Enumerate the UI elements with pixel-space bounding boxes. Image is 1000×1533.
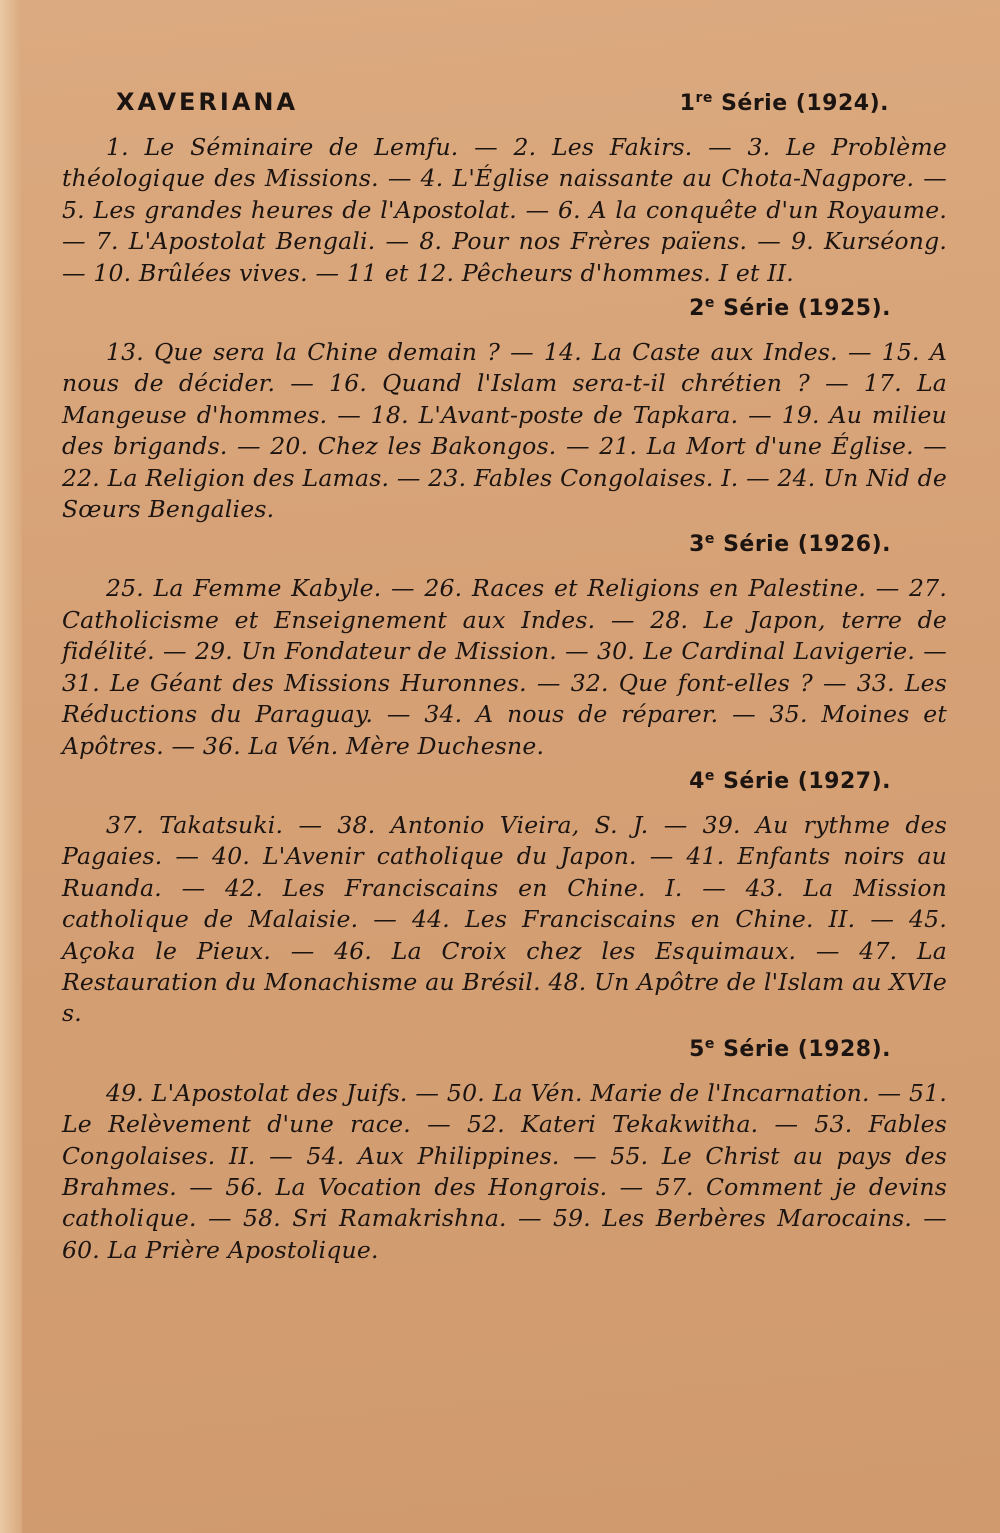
series-3-label: Série (1926). bbox=[723, 532, 891, 558]
series-5-heading bbox=[62, 1036, 947, 1078]
series-1-number: 1 bbox=[679, 91, 696, 116]
series-4-number: 4 bbox=[689, 768, 705, 794]
series-5-suffix: e bbox=[704, 1035, 715, 1052]
catalog-header bbox=[116, 88, 889, 128]
series-4-titles: 37. Takatsuki. — 38. Antonio Vieira, S. J. — 39. Au rythme des Pagaies. — 40. L'Avenir catholique du Japon. — 41. Enfants noirs au Ruanda. — 42. Les Franciscains en Chine. I. — 43. La Mission catholique de Malaisie. — 44. Les Franciscains en Chine. II. — 45. Açoka le Pieux. — 46. La Croix chez les Esquimaux. — 47. La Restauration du Monachisme au Brésil. 48. Un Apôtre de l'Islam au XVIe s. bbox=[62, 810, 947, 1028]
series-1-titles: 1. Le Séminaire de Lemfu. — 2. Les Fakirs. — 3. Le Problème théologique des Missions. — 4. L'Église naissante au Chota-Nagpore. — 5. Les grandes heures de l'Apostolat. — 6. A la conquête d'un Royaume. — 7. L'Apostolat Bengali. — 8. Pour nos Frères païens. — 9. Kurséong. — 10. Brûlées vives. — 11 et 12. Pêcheurs d'hommes. I et II. bbox=[62, 133, 947, 287]
series-5-number: 5 bbox=[689, 1036, 705, 1062]
series-3-suffix: e bbox=[704, 531, 715, 548]
page-edge bbox=[0, 0, 22, 1533]
series-4-suffix: e bbox=[704, 767, 715, 784]
series-3-heading bbox=[62, 531, 947, 573]
series-4-label: Série (1927). bbox=[723, 768, 891, 794]
series-5-titles: 49. L'Apostolat des Juifs. — 50. La Vén. Marie de l'Incarnation. — 51. Le Relèvement d'une race. — 52. Kateri Tekakwitha. — 53. Fables Congolaises. II. — 54. Aux Philippines. — 55. Le Christ au pays des Brahmes. — 56. La Vocation des Hongrois. — 57. Comment je devins catholique. — 58. Sri Ramakrishna. — 59. Les Berbères Marocains. — 60. La Prière Apostolique. bbox=[62, 1078, 947, 1264]
series-1-label: Série (1924). bbox=[721, 91, 889, 116]
series-1-heading bbox=[680, 90, 889, 116]
series-4-heading bbox=[62, 768, 947, 810]
series-3-number: 3 bbox=[689, 532, 705, 558]
series-2-titles: 13. Que sera la Chine demain ? — 14. La Caste aux Indes. — 15. A nous de décider. — 16. Quand l'Islam sera-t-il chrétien ? — 17. La Mangeuse d'hommes. — 18. L'Avant-poste de Tapkara. — 19. Au milieu des brigands. — 20. Chez les Bakongos. — 21. La Mort d'une Église. — 22. La Religion des Lamas. — 23. Fables Congolaises. I. — 24. Un Nid de Sœurs Bengalies. bbox=[62, 338, 947, 524]
series-2-suffix: e bbox=[704, 295, 715, 312]
catalog-list bbox=[62, 88, 947, 1266]
catalog-title: XAVERIANA bbox=[116, 88, 299, 116]
series-1-suffix: re bbox=[695, 90, 713, 106]
series-2-heading bbox=[62, 295, 947, 337]
series-2-label: Série (1925). bbox=[723, 296, 891, 322]
series-3-titles: 25. La Femme Kabyle. — 26. Races et Religions en Palestine. — 27. Catholicisme et Enseignement aux Indes. — 28. Le Japon, terre de fidélité. — 29. Un Fondateur de Mission. — 30. Le Cardinal Lavigerie. — 31. Le Géant des Missions Huronnes. — 32. Que font-elles ? — 33. Les Réductions du Paraguay. — 34. A nous de réparer. — 35. Moines et Apôtres. — 36. La Vén. Mère Duchesne. bbox=[62, 574, 947, 760]
series-2-number: 2 bbox=[689, 296, 705, 322]
series-5-label: Série (1928). bbox=[723, 1036, 891, 1062]
